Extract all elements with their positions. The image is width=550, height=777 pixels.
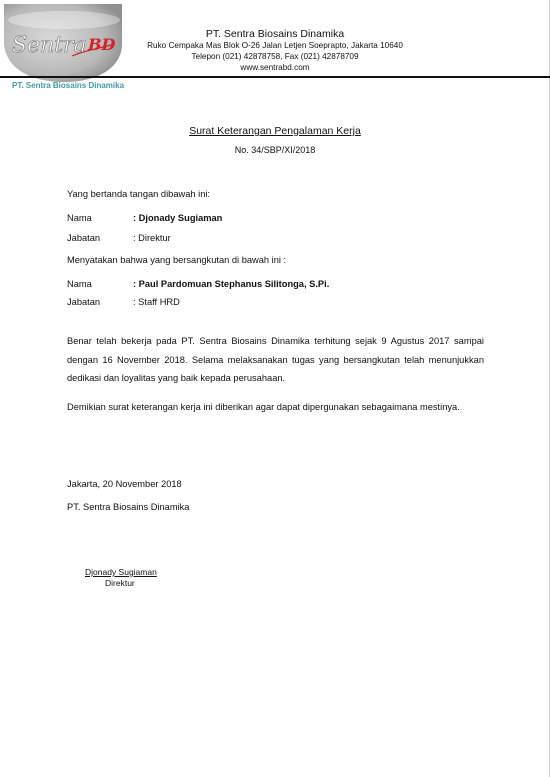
signer-name-label: Nama <box>67 213 92 223</box>
document-number: No. 34/SBP/XI/2018 <box>234 145 316 155</box>
signer-position-value: : Direktur <box>133 233 171 243</box>
intro-text: Yang bertanda tangan dibawah ini: <box>67 189 211 199</box>
svg-text:Sentra: Sentra <box>12 33 87 58</box>
letterhead <box>120 28 430 73</box>
signature-name: Djonady Sugiaman <box>85 567 157 577</box>
logo-caption: PT. Sentra Biosains Dinamika <box>12 81 125 90</box>
header-divider <box>0 76 550 78</box>
employment-paragraph: Benar telah bekerja pada PT. Sentra Biosains Dinamika terhitung sejak 9 Agustus 2017 sampai dengan 16 November 2018. Selama melaksanakan tugas yang bersangkutan telah menunjukkan dedikasi dan loyalitas yang baik kepada perusahaan. <box>67 336 484 383</box>
closing-paragraph: Demikian surat keterangan kerja ini diberikan agar dapat dipergunakan sebagaimana mestinya. <box>67 402 460 412</box>
company-closing: PT. Sentra Biosains Dinamika <box>67 502 190 512</box>
signature-title: Direktur <box>105 578 135 588</box>
employee-name-label: Nama <box>67 279 92 289</box>
company-phone: Telepon (021) 42878758, Fax (021) 42878709 <box>191 52 359 61</box>
statement-text: Menyatakan bahwa yang bersangkutan di bawah ini : <box>67 255 287 265</box>
signer-name-value: : Djonady Sugiaman <box>133 213 223 223</box>
company-website: www.sentrabd.com <box>240 63 310 72</box>
document-title: Surat Keterangan Pengalaman Kerja <box>189 125 361 137</box>
place-date: Jakarta, 20 November 2018 <box>67 479 182 489</box>
employee-position-label: Jabatan <box>67 297 101 307</box>
signer-position-label: Jabatan <box>67 233 101 243</box>
employee-name-value: : Paul Pardomuan Stephanus Silitonga, S.Pi. <box>133 279 330 289</box>
svg-text:BD: BD <box>88 35 116 54</box>
company-name: PT. Sentra Biosains Dinamika <box>205 28 345 40</box>
employee-position-value: : Staff HRD <box>133 297 180 307</box>
company-address: Ruko Cempaka Mas Blok O-26 Jalan Letjen Soeprapto, Jakarta 10640 <box>147 41 403 50</box>
